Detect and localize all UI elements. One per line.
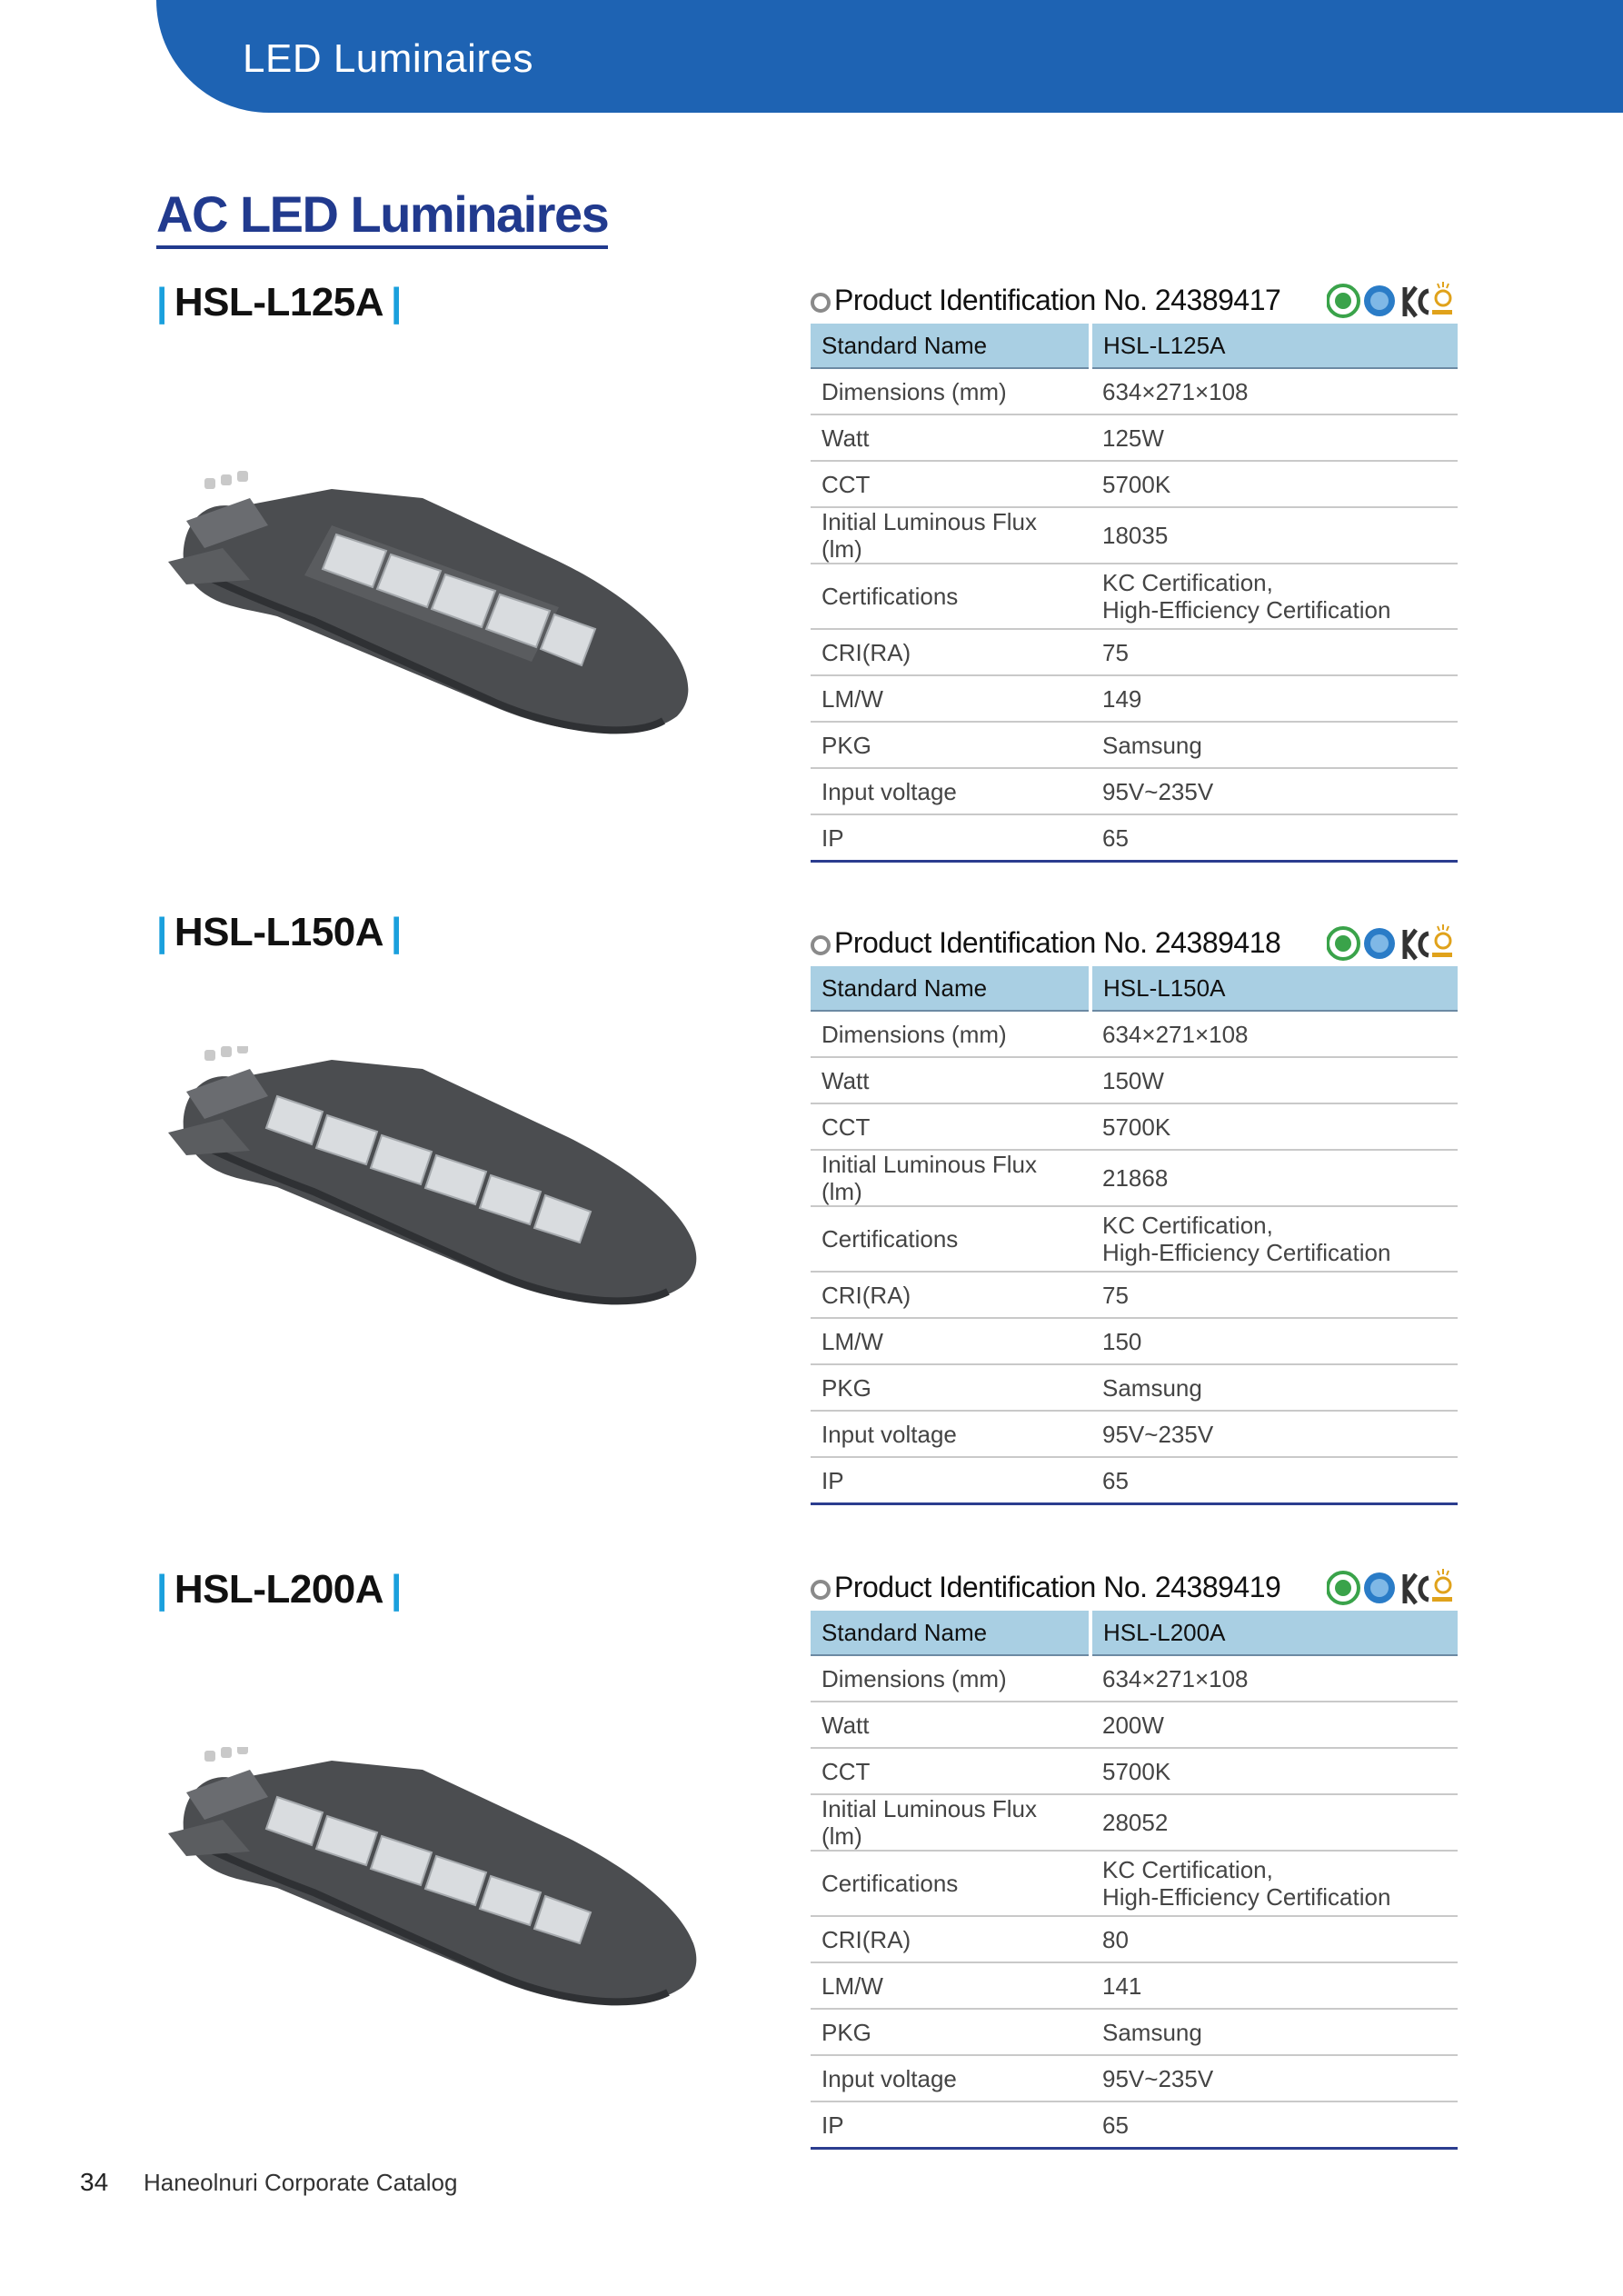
- table-row: [811, 1057, 1458, 1103]
- table-row: [811, 564, 1458, 629]
- spec-value: 634×271×108: [1090, 368, 1458, 414]
- table-row: [811, 368, 1458, 414]
- spec-value: Samsung: [1090, 2009, 1458, 2055]
- heading-bar-left: |: [156, 280, 167, 324]
- street-light-image: [168, 1046, 713, 1337]
- table-row: [811, 675, 1458, 722]
- spec-table: [811, 966, 1458, 1505]
- table-row: [811, 1457, 1458, 1504]
- spec-value: Samsung: [1090, 722, 1458, 768]
- spec-value: 65: [1090, 2101, 1458, 2149]
- spec-value: 125W: [1090, 414, 1458, 461]
- product-id-text: Product Identification No. 24389417: [834, 284, 1281, 316]
- product-id-header: [809, 923, 1463, 968]
- spec-value: [1090, 1206, 1458, 1272]
- table-row: [811, 1103, 1458, 1150]
- table-row: [811, 1916, 1458, 1962]
- model-heading: [156, 280, 402, 325]
- product-id-text: Product Identification No. 24389418: [834, 926, 1281, 959]
- spec-key: IP: [811, 1457, 1090, 1504]
- spec-key: Standard Name: [811, 324, 1090, 368]
- table-row: [811, 2009, 1458, 2055]
- table-row: [811, 1272, 1458, 1318]
- certification-logos-icon: [1327, 923, 1454, 963]
- spec-value: 18035: [1090, 507, 1458, 564]
- street-light-image: [168, 471, 713, 762]
- spec-value-line: KC Certification,: [1102, 1212, 1273, 1239]
- spec-value: Samsung: [1090, 1364, 1458, 1411]
- spec-value-line: High-Efficiency Certification: [1102, 1239, 1391, 1266]
- spec-key: LM/W: [811, 1318, 1090, 1364]
- spec-key: LM/W: [811, 675, 1090, 722]
- spec-key: CRI(RA): [811, 1272, 1090, 1318]
- spec-value-line: KC Certification,: [1102, 569, 1273, 596]
- heading-bar-right: |: [391, 910, 402, 954]
- spec-key: PKG: [811, 722, 1090, 768]
- spec-key: CCT: [811, 1748, 1090, 1794]
- model-heading: [156, 1567, 402, 1612]
- street-light-image: [168, 1747, 713, 2038]
- spec-value: [1090, 564, 1458, 629]
- table-row: [811, 1655, 1458, 1702]
- spec-value: 65: [1090, 814, 1458, 862]
- spec-key: CCT: [811, 461, 1090, 507]
- spec-value: 65: [1090, 1457, 1458, 1504]
- spec-key: CCT: [811, 1103, 1090, 1150]
- heading-bar-left: |: [156, 1567, 167, 1612]
- spec-key: Watt: [811, 1057, 1090, 1103]
- table-row: [811, 1318, 1458, 1364]
- spec-value-line: High-Efficiency Certification: [1102, 596, 1391, 624]
- spec-value: 634×271×108: [1090, 1655, 1458, 1702]
- spec-value: 5700K: [1090, 461, 1458, 507]
- model-heading: [156, 910, 402, 955]
- spec-key: PKG: [811, 2009, 1090, 2055]
- spec-table: [811, 324, 1458, 863]
- spec-key: LM/W: [811, 1962, 1090, 2009]
- heading-bar-right: |: [391, 1567, 402, 1612]
- spec-value: HSL-L125A: [1090, 324, 1458, 368]
- spec-key: Certifications: [811, 1206, 1090, 1272]
- spec-value-line: KC Certification,: [1102, 1856, 1273, 1883]
- spec-value: HSL-L200A: [1090, 1611, 1458, 1655]
- catalog-name: Haneolnuri Corporate Catalog: [144, 2169, 458, 2196]
- table-row: [811, 1206, 1458, 1272]
- spec-value: 80: [1090, 1916, 1458, 1962]
- spec-value: 95V~235V: [1090, 1411, 1458, 1457]
- page-number: 34: [80, 2168, 109, 2196]
- table-row: [811, 414, 1458, 461]
- table-row: [811, 814, 1458, 862]
- heading-bar-left: |: [156, 910, 167, 954]
- product-id-header: [809, 1567, 1463, 1612]
- product-id-text: Product Identification No. 24389419: [834, 1571, 1281, 1603]
- table-row: [811, 1748, 1458, 1794]
- table-row: [811, 2101, 1458, 2149]
- spec-value: 141: [1090, 1962, 1458, 2009]
- spec-key: Input voltage: [811, 2055, 1090, 2101]
- spec-value: 5700K: [1090, 1748, 1458, 1794]
- section-title: LED Luminaires: [243, 36, 534, 81]
- model-name: HSL-L125A: [174, 280, 384, 324]
- table-row: [811, 768, 1458, 814]
- table-row: [811, 507, 1458, 564]
- spec-key: Certifications: [811, 1851, 1090, 1916]
- table-row: [811, 722, 1458, 768]
- table-row: [811, 461, 1458, 507]
- spec-key: Dimensions (mm): [811, 368, 1090, 414]
- table-row: [811, 1702, 1458, 1748]
- table-row: [811, 1611, 1458, 1655]
- certification-logos-icon: [1327, 1567, 1454, 1607]
- model-name: HSL-L200A: [174, 1567, 384, 1612]
- spec-value: 634×271×108: [1090, 1011, 1458, 1057]
- spec-key: Initial Luminous Flux (lm): [811, 507, 1090, 564]
- spec-key: Input voltage: [811, 768, 1090, 814]
- certification-logos-icon: [1327, 280, 1454, 320]
- spec-key: Standard Name: [811, 1611, 1090, 1655]
- bullet-ring-icon: [811, 293, 831, 313]
- spec-value: 28052: [1090, 1794, 1458, 1851]
- spec-key: Initial Luminous Flux (lm): [811, 1150, 1090, 1206]
- spec-value: 75: [1090, 1272, 1458, 1318]
- model-name: HSL-L150A: [174, 910, 384, 954]
- spec-key: Initial Luminous Flux (lm): [811, 1794, 1090, 1851]
- spec-key: Watt: [811, 414, 1090, 461]
- spec-key: IP: [811, 814, 1090, 862]
- spec-value: 75: [1090, 629, 1458, 675]
- spec-key: Watt: [811, 1702, 1090, 1748]
- table-row: [811, 324, 1458, 368]
- spec-value: 95V~235V: [1090, 768, 1458, 814]
- spec-value: 150: [1090, 1318, 1458, 1364]
- spec-value: HSL-L150A: [1090, 966, 1458, 1011]
- table-row: [811, 1011, 1458, 1057]
- spec-value: 150W: [1090, 1057, 1458, 1103]
- bullet-ring-icon: [811, 935, 831, 955]
- product-id-header: [809, 280, 1463, 325]
- table-row: [811, 1150, 1458, 1206]
- spec-key: CRI(RA): [811, 629, 1090, 675]
- spec-value: 95V~235V: [1090, 2055, 1458, 2101]
- spec-value: 149: [1090, 675, 1458, 722]
- spec-key: IP: [811, 2101, 1090, 2149]
- table-row: [811, 2055, 1458, 2101]
- heading-bar-right: |: [391, 280, 402, 324]
- spec-table: [811, 1611, 1458, 2150]
- table-row: [811, 1851, 1458, 1916]
- spec-key: Dimensions (mm): [811, 1011, 1090, 1057]
- spec-value: [1090, 1851, 1458, 1916]
- spec-value: 21868: [1090, 1150, 1458, 1206]
- spec-key: Input voltage: [811, 1411, 1090, 1457]
- header-band: [156, 0, 1623, 113]
- spec-key: Certifications: [811, 564, 1090, 629]
- spec-key: Dimensions (mm): [811, 1655, 1090, 1702]
- table-row: [811, 1411, 1458, 1457]
- page-title: AC LED Luminaires: [156, 187, 608, 249]
- spec-value: 200W: [1090, 1702, 1458, 1748]
- table-row: [811, 1364, 1458, 1411]
- spec-key: Standard Name: [811, 966, 1090, 1011]
- table-row: [811, 629, 1458, 675]
- spec-key: CRI(RA): [811, 1916, 1090, 1962]
- spec-value: 5700K: [1090, 1103, 1458, 1150]
- table-row: [811, 1962, 1458, 2009]
- spec-value-line: High-Efficiency Certification: [1102, 1883, 1391, 1911]
- table-row: [811, 966, 1458, 1011]
- spec-key: PKG: [811, 1364, 1090, 1411]
- bullet-ring-icon: [811, 1580, 831, 1600]
- table-row: [811, 1794, 1458, 1851]
